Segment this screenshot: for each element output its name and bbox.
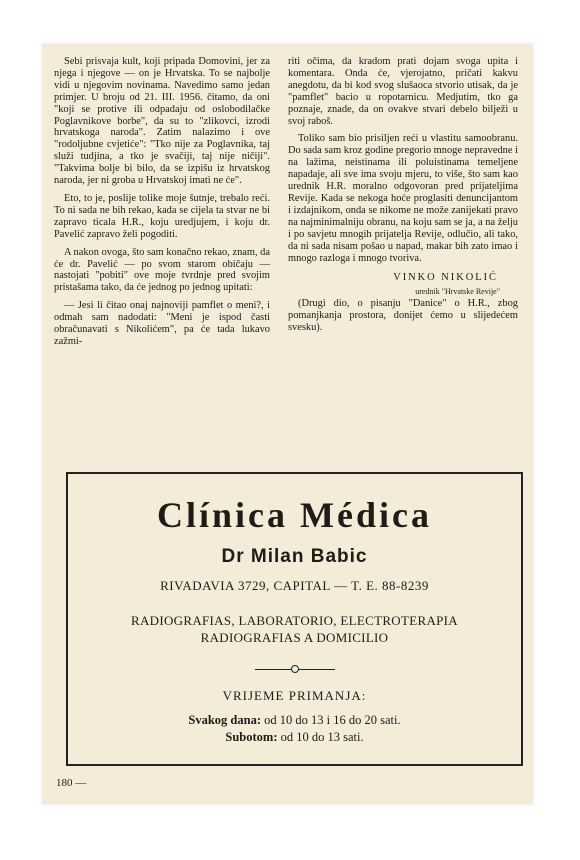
ad-hours-title: VRIJEME PRIMANJA: (222, 688, 367, 703)
ornamental-divider (255, 664, 335, 674)
ad-hours (68, 712, 521, 746)
magazine-page (42, 44, 533, 804)
paragraph: riti očima, da kradom prati dojam svoga upita i komentara. Onda će, vjerojatno, pričati kakvu anegdotu, da bi kod svog slušaoca stvorio utisak, da je "pamflet" bacio u ropotarnicu. Medjutim, tko ga poznaje, znade, da on ovakve stvari debelo bilježi u svoj raboš. (288, 56, 518, 127)
ad-doctor-name: Dr Milan Babic (221, 546, 368, 567)
ad-services-line: RADIOGRAFIAS A DOMICILIO (200, 630, 389, 645)
ad-hours-saturday (68, 729, 521, 746)
page-number: 180 — (56, 777, 87, 789)
right-text-column (288, 56, 518, 340)
paragraph: — Jesi li čitao onaj najnoviji pamflet o meni?, i odmah sam nadodati: "Meni je ispod časti obračunavati s Nikolićem", pa će tada lukavo zažmi- (54, 300, 270, 347)
paragraph: Toliko sam bio prisiljen reći u vlastitu samoobranu. Do sada sam kroz godine pregorio mnoge nepravedne i na lažima, neistinama ili poluistinama temeljene napadaje, ali sve ima svoju mjeru, to više, što sam kao urednik H.R. moralno odgovoran pred prijateljima Revije. Kada se nekoga hoće proglasiti denuncijantom i izdajnikom, onda se nikome ne može zanijekati pravo na najminimalniju obranu, na koju sam se ja, a na želju i po savjetu mnogih prijatelja Revije, odlučio, ali tako, da ni sada nisam pošao u napad, makar bih zato imao i mnogo razloga i mnogo tvoriva. (288, 133, 518, 264)
saturday-label: Subotom: (225, 730, 278, 744)
paragraph: Eto, to je, poslije tolike moje šutnje, trebalo reći. To ni sada ne bih rekao, kada se cijela ta stvar ne bi zapravo ticala H.R., koju uredjujem, i koju dr. Pavelić zapravo želi pogoditi. (54, 192, 270, 240)
left-text-column (54, 56, 270, 354)
ad-title: Clínica Médica (157, 495, 432, 535)
paragraph: Sebi prisvaja kult, koji pripada Domovini, jer za njega i njegove — on je Hrvatska. To se najbolje vidi u njegovim novinama. Navedimo samo jedan primjer. U broju od 21. III. 1956. čitamo, da oni "koji se protive ili odpadaju od oslobodilačke Poglavnikove borbe", da su to "zlikovci, izrodi hrvatskoga naroda". Zatim nalazimo i ove "rodoljubne cvjetiće": "Tko nije za Poglavnika, taj služi tudjina, a tko je svačiji, taj nije ničiji". "Takvima bolje bi bilo, da se izpišu iz hrvatskog naroda, jer ni groba u Hrvatskoj imati ne će". (54, 56, 270, 187)
ad-address: RIVADAVIA 3729, CAPITAL — T. E. 88-8239 (160, 578, 429, 593)
ad-hours-weekday (68, 712, 521, 729)
clinic-advertisement (66, 472, 523, 766)
author-title: urednik "Hrvatske Revije" (415, 287, 500, 297)
ad-services-line: RADIOGRAFIAS, LABORATORIO, ELECTROTERAPIA (131, 613, 458, 628)
paragraph: A nakon ovoga, što sam konačno rekao, znam, da će dr. Pavelić — po svom starom običaju — nastojati "pobiti" ove moje tvrdnje pred svojim pristašama tako, da će jednog po jednog upitati: (54, 246, 270, 294)
ad-services (68, 612, 521, 646)
author-signature: VINKO NIKOLIĆ (393, 272, 498, 284)
weekday-hours: od 10 do 13 i 16 do 20 sati. (264, 713, 401, 727)
divider-circle-icon (291, 665, 299, 673)
editorial-note: (Drugi dio, o pisanju "Danice" o H.R., zbog pomanjkanja prostora, donijet ćemo u slijedećem svesku). (288, 298, 518, 334)
weekday-label: Svakog dana: (188, 713, 261, 727)
saturday-hours: od 10 do 13 sati. (280, 730, 364, 744)
